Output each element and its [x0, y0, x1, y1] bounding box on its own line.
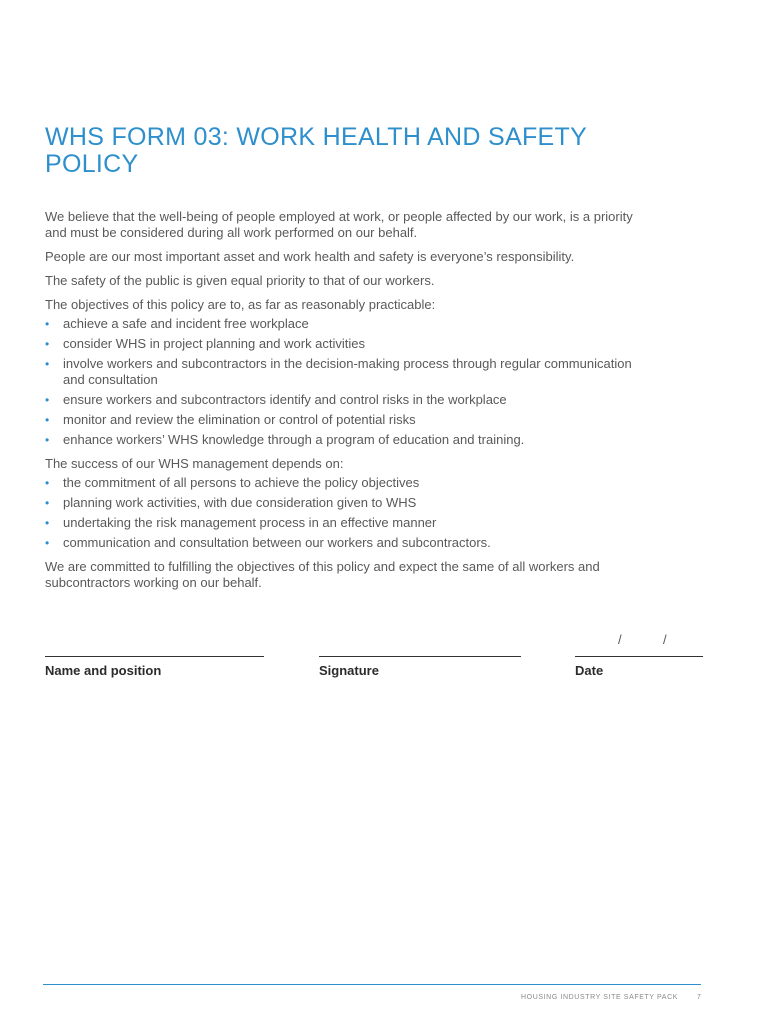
page-title: WHS FORM 03: WORK HEALTH AND SAFETY POLICY — [45, 123, 587, 178]
list-item — [45, 475, 655, 491]
name-position-label: Name and position — [45, 663, 162, 678]
bullet-icon: • — [45, 413, 50, 427]
signature-label: Signature — [319, 663, 379, 678]
policy-paragraph-wellbeing: We believe that the well-being of people employed at work, or people affected by our work, is a priority and must be considered during all work performed on our behalf. — [45, 209, 633, 240]
list-item-text: undertaking the risk management process in an effective manner — [63, 515, 437, 530]
date-separator: / — [618, 632, 622, 647]
list-item-text: enhance workers’ WHS knowledge through a program of education and training. — [63, 432, 525, 447]
signature-field — [319, 632, 521, 678]
page-number: 7 — [697, 994, 701, 1001]
name-position-field — [45, 632, 264, 678]
list-item-text: ensure workers and subcontractors identify and control risks in the workplace — [63, 392, 507, 407]
list-item — [45, 316, 655, 332]
policy-body — [45, 209, 655, 599]
bullet-icon: • — [45, 433, 50, 447]
policy-paragraph-people: People are our most important asset and work health and safety is everyone’s responsibility. — [45, 249, 575, 264]
list-item — [45, 412, 655, 428]
bullet-icon: • — [45, 476, 50, 490]
list-item — [45, 356, 655, 388]
list-item — [45, 336, 655, 352]
date-separator: / — [663, 632, 667, 647]
list-item — [45, 495, 655, 511]
date-field — [575, 632, 703, 678]
bullet-icon: • — [45, 357, 50, 371]
list-item — [45, 392, 655, 408]
bullet-icon: • — [45, 317, 50, 331]
list-item-text: consider WHS in project planning and work activities — [63, 336, 366, 351]
footer-publication-title: HOUSING INDUSTRY SITE SAFETY PACK — [521, 994, 678, 1001]
date-line[interactable] — [575, 632, 703, 657]
bullet-icon: • — [45, 536, 50, 550]
success-factors-list — [45, 475, 655, 551]
commitment-paragraph: We are committed to fulfilling the objectives of this policy and expect the same of all workers and subcontractors working on our behalf. — [45, 559, 600, 590]
list-item-text: monitor and review the elimination or control of potential risks — [63, 412, 416, 427]
list-item-text: planning work activities, with due consideration given to WHS — [63, 495, 417, 510]
bullet-icon: • — [45, 337, 50, 351]
date-label: Date — [575, 663, 604, 678]
bullet-icon: • — [45, 393, 50, 407]
list-item-text: the commitment of all persons to achieve the policy objectives — [63, 475, 420, 490]
list-item-text: communication and consultation between our workers and subcontractors. — [63, 535, 491, 550]
success-intro: The success of our WHS management depends on: — [45, 456, 344, 471]
policy-paragraph-public: The safety of the public is given equal priority to that of our workers. — [45, 273, 435, 288]
list-item — [45, 515, 655, 531]
name-position-line[interactable] — [45, 632, 264, 657]
list-item-text: involve workers and subcontractors in the decision-making process through regular communication and consultation — [63, 356, 632, 387]
signature-line[interactable] — [319, 632, 521, 657]
footer-divider — [43, 984, 701, 985]
objectives-list — [45, 316, 655, 448]
bullet-icon: • — [45, 496, 50, 510]
objectives-intro: The objectives of this policy are to, as far as reasonably practicable: — [45, 297, 436, 312]
list-item-text: achieve a safe and incident free workplace — [63, 316, 309, 331]
list-item — [45, 535, 655, 551]
bullet-icon: • — [45, 516, 50, 530]
list-item — [45, 432, 655, 448]
